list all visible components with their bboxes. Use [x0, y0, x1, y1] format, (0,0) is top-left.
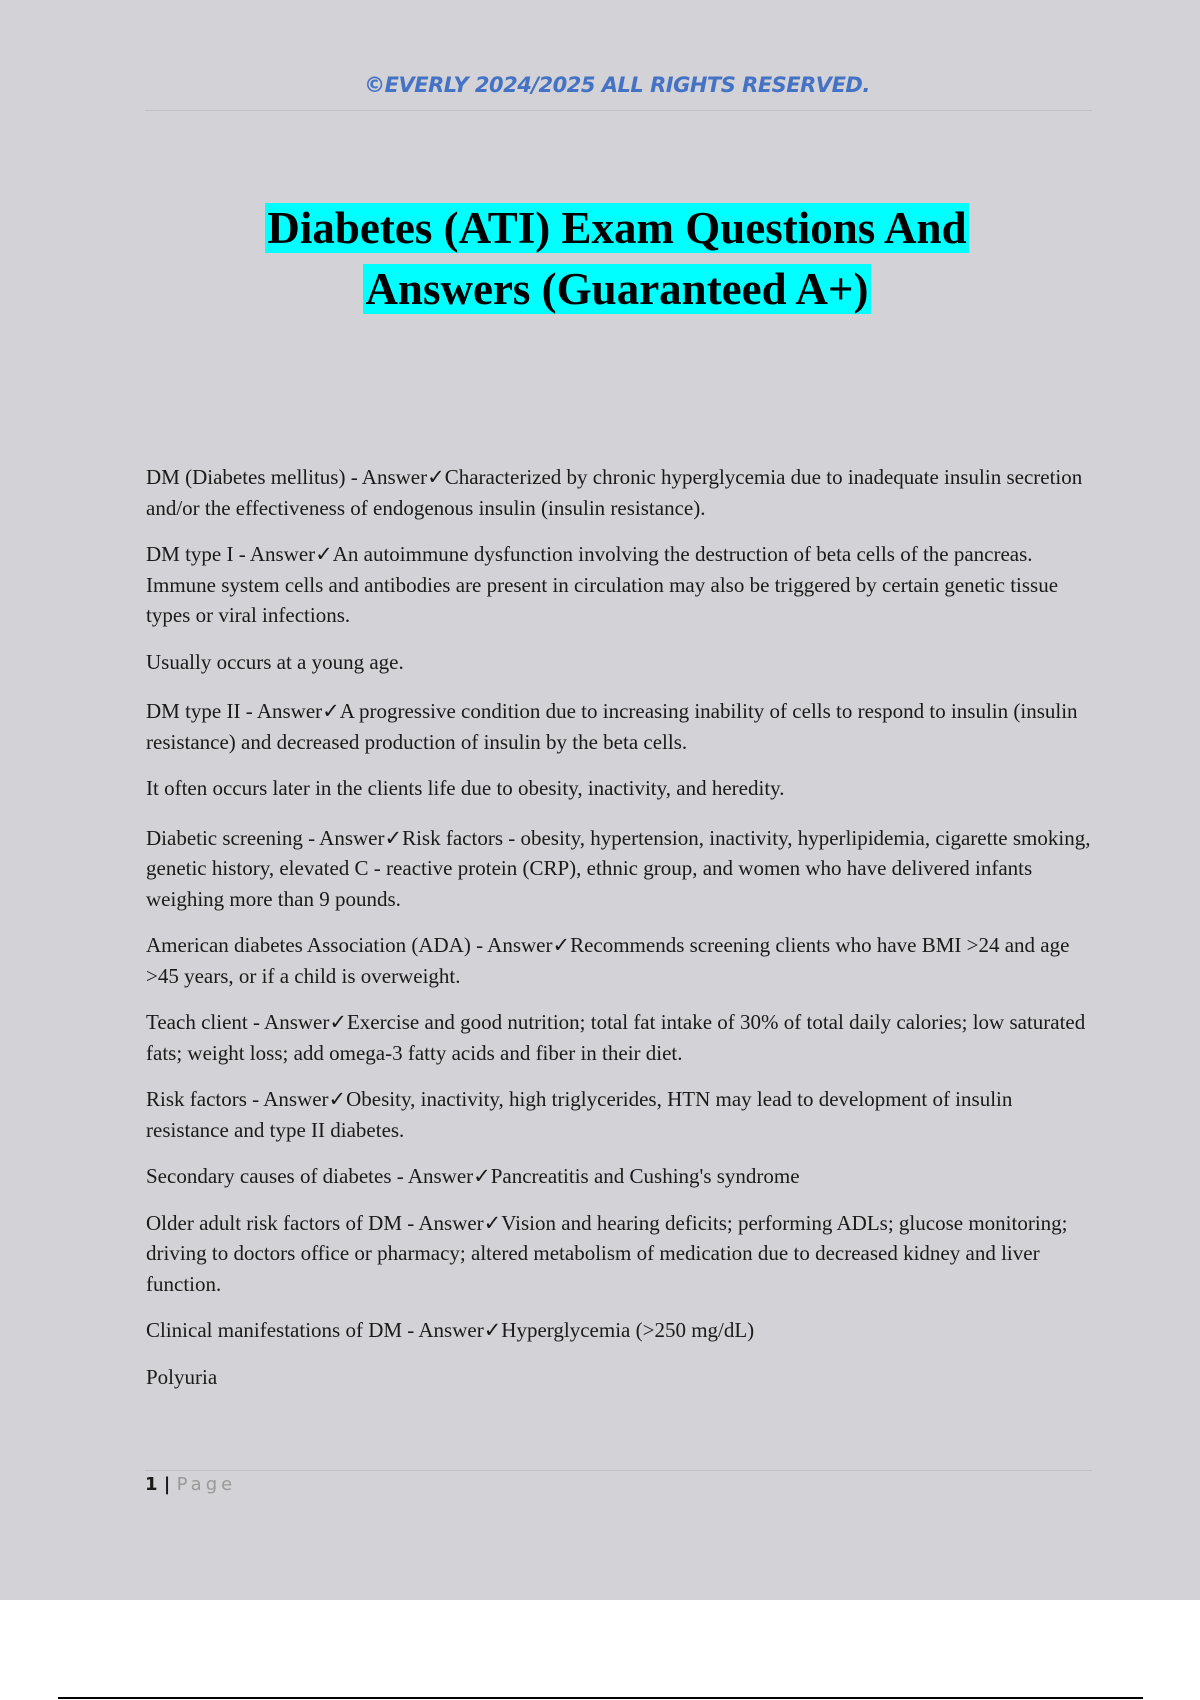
next-page-rule [58, 1697, 1143, 1699]
footer-divider [145, 1470, 1092, 1471]
paragraph: DM type I - Answer✓An autoimmune dysfunction involving the destruction of beta cells of the pancreas. Immune system cells and antibodies are present in circulation may also be triggered by certain genetic tissue types or viral infections. [146, 542, 1059, 627]
paragraph: Diabetic screening - Answer✓Risk factors - obesity, hypertension, inactivity, hyperlipidemia, cigarette smoking, genetic history, elevated C - reactive protein (CRP), ethnic group, and women who have delivered infants weighing more than 9 pounds. [146, 825, 1091, 911]
copyright-header: ©EVERLY 2024/2025 ALL RIGHTS RESERVED. [364, 73, 870, 97]
header-divider [145, 110, 1092, 111]
paragraph: Polyuria [146, 1364, 218, 1389]
paragraph: Secondary causes of diabetes - Answer✓Pancreatitis and Cushing's syndrome [146, 1164, 800, 1188]
paragraph: American diabetes Association (ADA) - Answer✓Recommends screening clients who have BMI >24 and age >45 years, or if a child is overweight. [146, 933, 1070, 988]
page-footer [145, 1474, 236, 1495]
title-line-2: Answers (Guaranteed A+) [365, 264, 869, 314]
page-label: Page [176, 1474, 237, 1495]
paragraph: It often occurs later in the clients life due to obesity, inactivity, and heredity. [146, 776, 785, 800]
paragraph: Risk factors - Answer✓Obesity, inactivity, high triglycerides, HTN may lead to development of insulin resistance and type II diabetes. [146, 1087, 1013, 1142]
footer-separator: | [157, 1474, 177, 1495]
paragraph: Usually occurs at a young age. [146, 649, 404, 674]
document-title [0, 198, 1200, 320]
paragraph: Clinical manifestations of DM - Answer✓Hyperglycemia (>250 mg/dL) [146, 1318, 755, 1342]
paragraph: Teach client - Answer✓Exercise and good nutrition; total fat intake of 30% of total daily calories; low saturated fats; weight loss; add omega-3 fatty acids and fiber in their diet. [146, 1010, 1086, 1065]
paragraph: DM type II - Answer✓A progressive condition due to increasing inability of cells to respond to insulin (insulin resistance) and decreased production of insulin by the beta cells. [146, 699, 1078, 754]
title-line-1: Diabetes (ATI) Exam Questions And [267, 203, 967, 253]
document-body [146, 462, 1094, 1408]
page-number: 1 [145, 1474, 158, 1495]
paragraph: Older adult risk factors of DM - Answer✓Vision and hearing deficits; performing ADLs; glucose monitoring; driving to doctors office or pharmacy; altered metabolism of medication due to decreased kidney and liver function. [146, 1210, 1068, 1296]
paragraph: DM (Diabetes mellitus) - Answer✓Characterized by chronic hyperglycemia due to inadequate insulin secretion and/or the effectiveness of endogenous insulin (insulin resistance). [146, 465, 1083, 520]
